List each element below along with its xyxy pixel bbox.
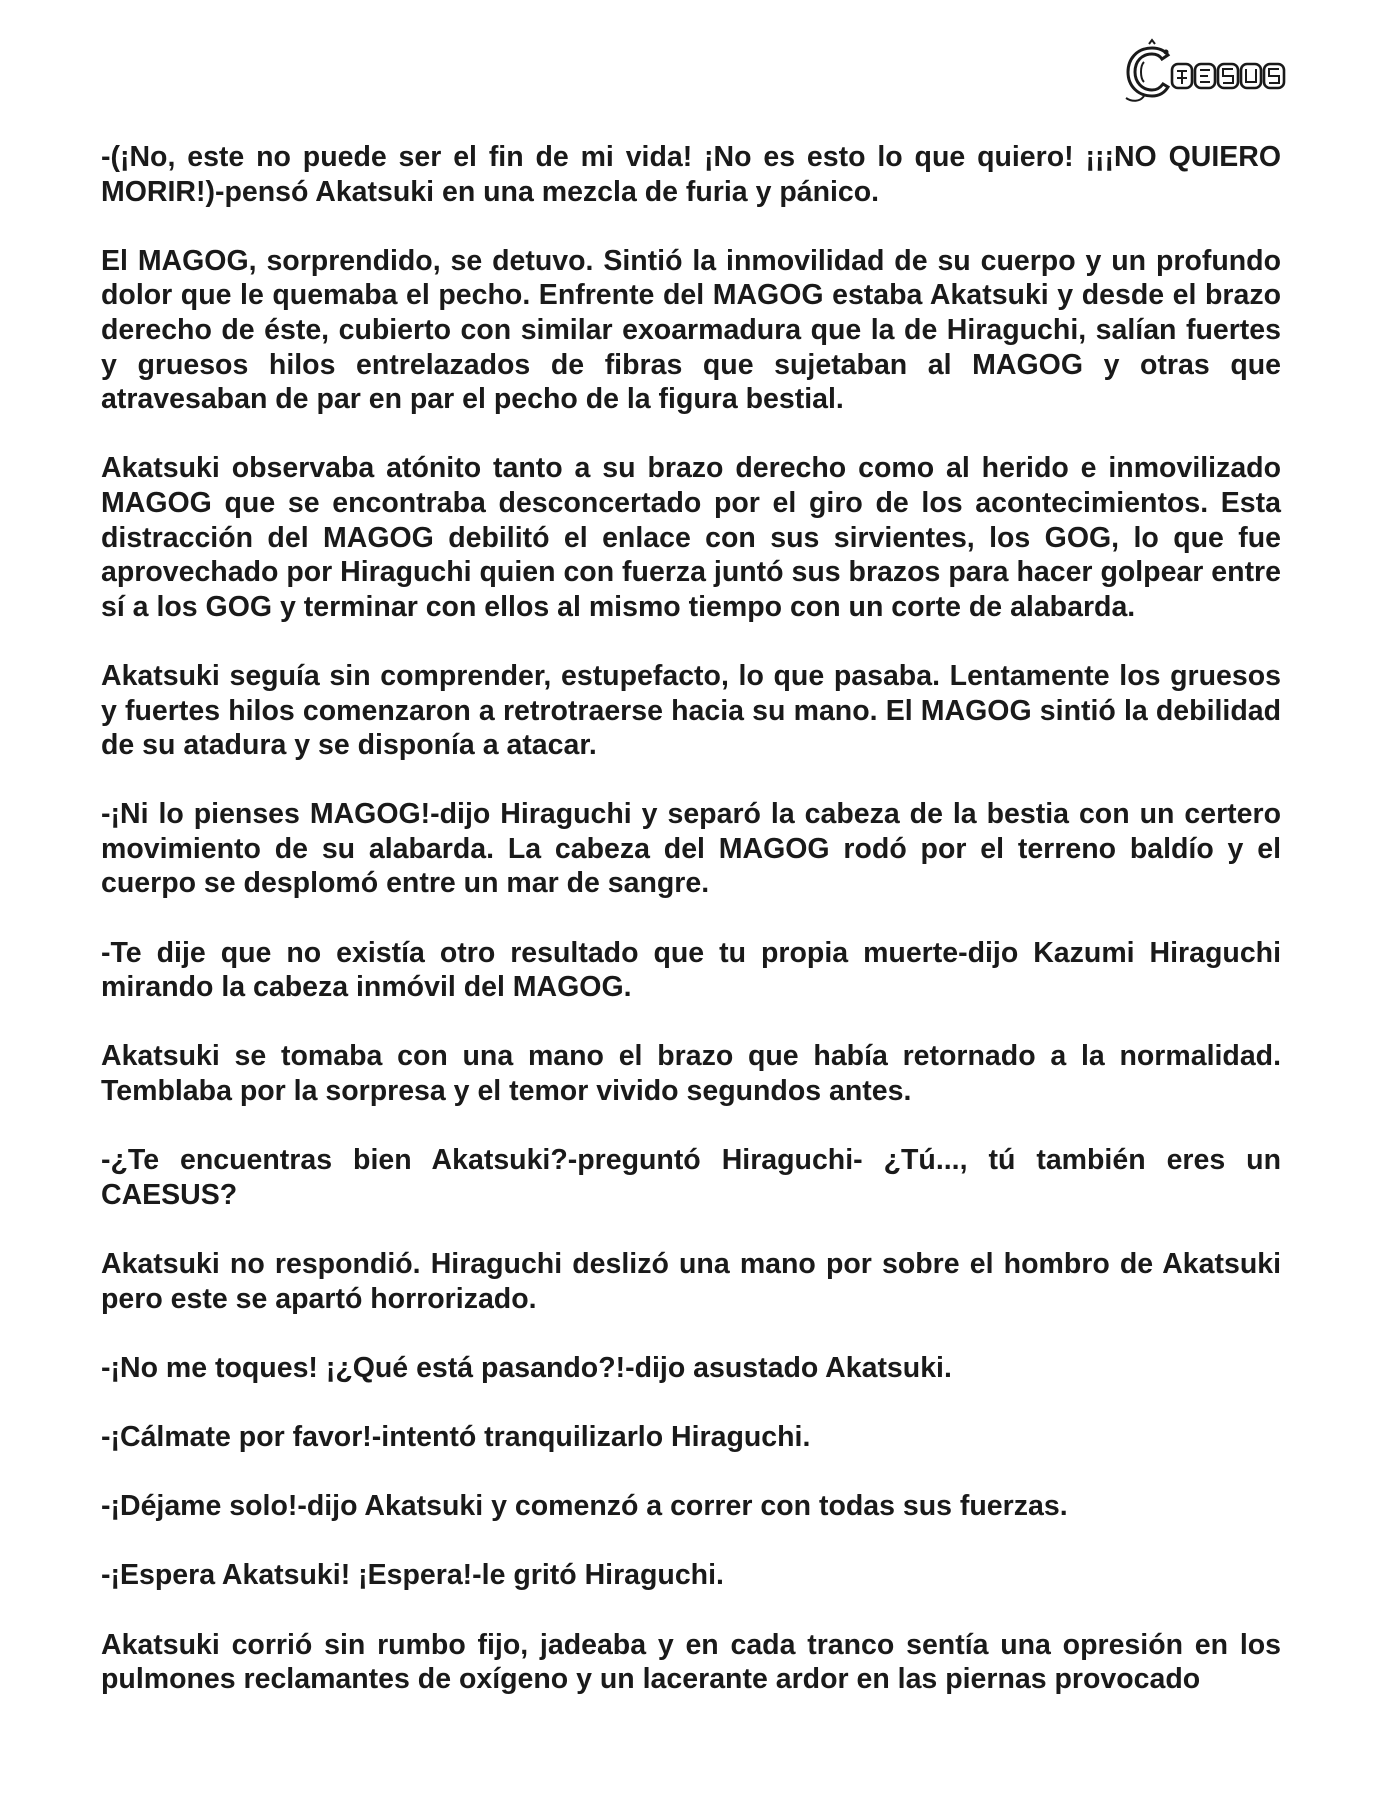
paragraph: -¡Cálmate por favor!-intentó tranquilizarlo Hiraguchi. (101, 1420, 811, 1453)
caesus-logo (1122, 38, 1288, 104)
paragraph: -¡Déjame solo!-dijo Akatsuki y comenzó a correr con todas sus fuerzas. (101, 1490, 1068, 1523)
paragraph: -¡Ni lo pienses MAGOG!-dijo Hiraguchi y separó la cabeza de la bestia con un certero movimiento de su alabarda. La cabeza del MAGOG rodó por el terreno baldío y el cuerpo se desplomó entre un mar de sangre. (101, 798, 1281, 900)
paragraph: Akatsuki observaba atónito tanto a su brazo derecho como al herido e inmovilizado MAGOG que se encontraba desconcertado por el giro de los acontecimientos. Esta distracción del MAGOG debilitó el enlace con sus sirvientes, los GOG, lo que fue aprovechado por Hiraguchi quien con fuerza juntó sus brazos para hacer golpear entre sí a los GOG y terminar con ellos al mismo tiempo con un corte de alabarda. (101, 452, 1281, 623)
paragraph: Akatsuki se tomaba con una mano el brazo que había retornado a la normalidad. Temblaba por la sorpresa y el temor vivido segundos antes. (101, 1040, 1281, 1108)
story-text (101, 140, 1281, 1697)
paragraph: Akatsuki corrió sin rumbo fijo, jadeaba y en cada tranco sentía una opresión en los pulmones reclamantes de oxígeno y un lacerante ardor en las piernas provocado (101, 1628, 1281, 1696)
caesus-gothic-logo-icon (1122, 38, 1288, 104)
paragraph: Akatsuki seguía sin comprender, estupefacto, lo que pasaba. Lentamente los gruesos y fuertes hilos comenzaron a retrotraerse hacia su mano. El MAGOG sintió la debilidad de su atadura y se disponía a atacar. (101, 659, 1281, 762)
paragraph: El MAGOG, sorprendido, se detuvo. Sintió la inmovilidad de su cuerpo y un profundo dolor que le quemaba el pecho. Enfrente del MAGOG estaba Akatsuki y desde el brazo derecho de éste, cubierto con similar exoarmadura que la de Hiraguchi, salían fuertes y gruesos hilos entrelazados de fibras que sujetaban al MAGOG y otras que atravesaban de par en par el pecho de la figura bestial. (101, 244, 1281, 416)
paragraph: -¡No me toques! ¡¿Qué está pasando?!-dijo asustado Akatsuki. (101, 1351, 952, 1384)
paragraph: -¿Te encuentras bien Akatsuki?-preguntó Hiraguchi- ¿Tú..., tú también eres un CAESUS? (101, 1144, 1281, 1211)
paragraph: -¡Espera Akatsuki! ¡Espera!-le gritó Hiraguchi. (101, 1559, 724, 1592)
paragraph: -(¡No, este no puede ser el fin de mi vida! ¡No es esto lo que quiero! ¡¡¡NO QUIERO MORIR!)-pensó Akatsuki en una mezcla de furia y pánico. (101, 141, 1281, 208)
paragraph: Akatsuki no respondió. Hiraguchi deslizó una mano por sobre el hombro de Akatsuki pero este se apartó horrorizado. (101, 1248, 1281, 1315)
paragraph: -Te dije que no existía otro resultado que tu propia muerte-dijo Kazumi Hiraguchi mirando la cabeza inmóvil del MAGOG. (101, 936, 1281, 1004)
